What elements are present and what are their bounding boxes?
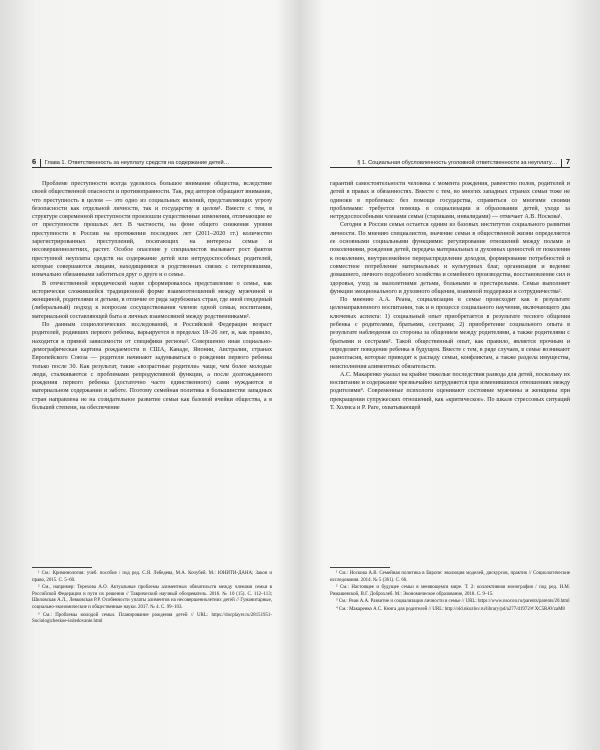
header-separator — [561, 159, 562, 167]
paragraph: По данным социологических исследований, в Российской Федерации возраст родителей, родивших первого ребенка, варьируется в пределах 18–26 лет, и, как правило, находится в прямой зависимости от специфики региона³. Совершенно иная социально-демографическая картина рождаемости в США, Канаде, Японии, Австралии, странах Европейского Союза — родители начинают задумываться о рождении первого ребенка только после 30. Как результат, такие «возрастные родители» чаще, чем более молодые люди, сталкиваются с проблемами репродуктивной функции, а после долгожданного рождения первого ребенка (достаточно часто единственного) сами нуждаются в материальном содержании и заботе. Поэтому семейная политика в большинстве западных стран направлена не на созидательное развитие семьи как базовой ячейки общества, а в большей степени, на обеспечение — [32, 322, 272, 412]
footnote: ⁴ См.: Макаренко А.С. Книга для родителей // URL: http://old.nkozlov.ru/library/pd/a277/d1972/# XC5RAVzaM8 — [336, 606, 565, 612]
right-footnotes — [330, 571, 570, 615]
right-page-number: 7 — [565, 157, 570, 166]
paragraph: гарантий самостоятельности человека с момента рождения, равенство полов, родителей и детей в правах и обязанностях. Вместе с тем, во многих западных странах семьи тоже не одиноки в проблемах: без помощи государства, справиться со многими своими проблемами: требуется помощь в социализации и образовании детей, уходе за нетрудоспособными членами семьи (стариками, инвалидами) — отмечает А.В. Носкова¹. — [330, 181, 570, 221]
right-page-body — [330, 180, 570, 412]
footnote: ¹ См.: Носкова А.В. Семейная политика в Европе: эволюция моделей, дискурсов, практик // Социологические исследования. 2014. № 5 (361). С. 66. — [330, 571, 570, 583]
footnote: ² См., например: Терехова А.О. Актуальные проблемы алиментных обязательств между членами семьи в Российской Федерации и пути их решения // Таврический научный обозреватель. 2016. № 10 (15). С. 112–113; Шиловская А.Л., Левковская Р.Р. Особенности уплаты алиментов на несовершеннолетних детей // Гуманитарные, социально-экономические и общественные науки. 2017. № 4. С. 99–103. — [32, 585, 272, 610]
footnote-rule — [32, 567, 92, 568]
footnote-rule — [330, 567, 390, 568]
footnote: ² См.: Настоящее и будущее семьи в меняющемся мире. Т. 2: коллективная монография / под ред. Н.М. Римашевской, В.Г. Доброхлеб. М.: Экономическое образование, 2018. С. 9–15. — [330, 585, 570, 597]
footnote: ³ См.: Проблемы молодой семьи. Планирование рождения детей // URL: https://docplayer.ru/28151951-Sociologicheskoe-issledovanie.html — [32, 612, 272, 625]
footnote: ³ См.: Реан А.А. Развитие и социализация личности в семье // URL: https://www.nsocon.ru/parents/parents/20.html — [336, 599, 570, 605]
paragraph: Проблеме преступности всегда уделялось большое внимание общества, вследствие своей общественной опасности и противоправности. Так, ряд авторов обращают внимание, что преступность в целом — это одно из социальных явлений, представляющих угрозу безопасности как отдельной личности, так и государству в целом¹. Вместе с тем, в структуре современной преступности произошли существенные изменения, отличающие ее от преступности прошлых лет. В частности, на фоне общего снижения уровня преступности в России на протяжении последних лет (2011–2020 гг.) количество зарегистрированных преступлений, посягающих на интересы семьи и несовершеннолетних, растет. Особое опасение у специалистов вызывает рост фактов преступной неуплаты средств на содержание детей или нетрудоспособных родителей, которые совершаются лицами, находящимися в родственных связях с потерпевшими, изначально обязанными заботиться друг о друге и о семье. — [32, 181, 272, 279]
footnote: ¹ См.: Криминология: учеб. пособие / под ред. С.Я. Лебедева, М.А. Кочубей. М.: ЮНИТИ-ДАНА; Закон и право, 2015. С. 5–60. — [32, 571, 272, 583]
header-separator — [40, 159, 41, 167]
paragraph: По мнению А.А. Реана, социализация в семье происходит как в результате целенаправленного воспитания, так и в процессе социального научения, включающего два ключевых аспекта: 1) социальный опыт приобретается в результате тесного общения ребенка с родителями, братьями, сестрами; 2) приобретение социального опыта в результате наблюдения со стороны за общением между родителями, а также родителями с братьями и сестрами³. Такой общественный опыт, как правило, является прочным и определяет поведение ребенка в будущем. Вместе с тем, в ряде случаев, в семье возникают разногласия, которые приводят к распаду семьи, конфликтам, а также раздела имущества, неисполнения алиментных обязательств. — [330, 297, 570, 370]
left-running-header — [32, 156, 272, 168]
left-page-number: 6 — [32, 157, 37, 166]
left-header-title: Глава 1. Ответственность за неуплату средств на содержание детей… — [44, 160, 230, 166]
paragraph: В отечественной юридической науке сформировалось представление о семье, как исторически сложившейся традиционной форме взаимоотношений между мужчиной и женщиной, родителями и детьми, в отличие от ряда зарубежных стран, где иной гендерный (либеральный) подход к вопросам сосуществования членов одной семьи, воспитании, материальной составляющей быта и личных взаимосвязей между родственниками². — [32, 280, 272, 320]
left-footnotes — [32, 571, 272, 627]
paragraph: Сегодня в России семья остается одним из базовых институтов социального развития личности. По мнению специалистов, значение семьи в общественной жизни определяется ее основными социальными функциями: регулирование отношений между полами и поколениями, рождения детей, передача материальных и духовных ценностей от поколения к поколению, внутрисемейное перераспределение доходов, формирование потребностей и совместное потребление материальных и культурных благ, организация и ведение домашнего, личного подсобного хозяйства и семейного производства, восстановление сил и здоровья, уход за малолетними детьми, больными и престарелыми. Семья выполняет функции эмоционального и духовного общения, взаимной поддержки и сотрудничества². — [330, 222, 570, 295]
left-page-body — [32, 180, 272, 412]
paragraph: А.С. Макаренко указал на крайне тяжелые последствия развода для детей, поскольку их воспитание и содержание чрезвычайно затрудняется при изменившихся отношениях между родителями⁴. Современные психологи оценивают состояние мужчины и женщины при прекращении супружеских отношений, как «критическое». По шкале стрессовых ситуаций Т. Холмса и Р. Раге, охватывающей — [330, 371, 570, 412]
right-running-header — [330, 156, 570, 168]
right-header-title: § 1. Социальная обусловленность уголовной ответственности за неуплату… — [357, 160, 558, 166]
